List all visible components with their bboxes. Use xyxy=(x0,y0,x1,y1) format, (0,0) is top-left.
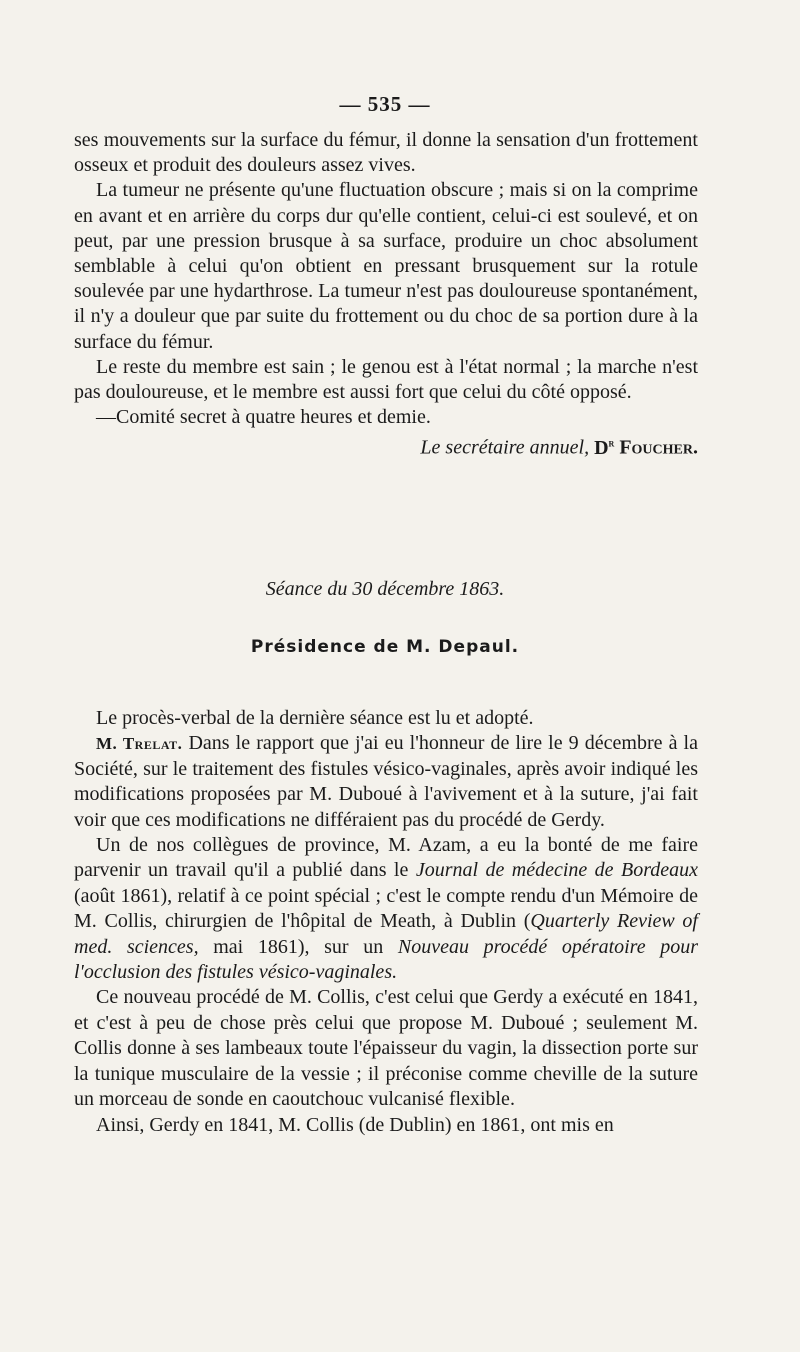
text-block-bottom xyxy=(74,706,698,1138)
speaker-name: M. Trelat. xyxy=(96,734,183,754)
signature xyxy=(74,430,698,461)
paragraph: La tumeur ne présente qu'une fluctuation obscure ; mais si on la comprime en avant et en arrière du corps dur qu'elle contient, celui-ci est soulevé, et on peut, par une pression brusque à sa surface, produire un choc absolument semblable à celui qu'on obtient en pressant brusquement sur la rotule soulevée par une hydarthrose. La tumeur n'est pas douloureuse spontanément, il n'y a douleur que par suite du frottement ou du choc de sa portion dure à la surface du fémur. xyxy=(74,179,698,353)
paragraph: Ce nouveau procédé de M. Collis, c'est celui que Gerdy a exécuté en 1841, et c'est à peu de chose près celui que propose M. Duboué ; seulement M. Collis donne à ses lambeaux toute l'épaisseur du vagin, la dissection porte sur la tunique musculaire de la vessie ; il préconise comme cheville de la suture un morceau de sonde en caoutchouc vulcanisé flexible. xyxy=(74,986,698,1111)
article-title: Nouveau procédé opératoire pour l'occlusion des fistules vésico-vaginales. xyxy=(74,935,699,984)
paragraph: Le reste du membre est sain ; le genou est à l'état normal ; la marche n'est pas douloureuse, et le membre est aussi fort que celui du côté opposé. xyxy=(74,355,698,404)
paragraph: Un de nos collègues de province, M. Azam, a eu la bonté de me faire parvenir un travail qu'il a publié dans le Journal de médecine de Bordeaux (août 1861), relatif à ce point spécial ; c'est le compte rendu d'un Mémoire de M. Collis, chirurgien de l'hôpital de Meath, à Dublin (Quarterly Review of med. sciences, mai 1861), sur un Nouveau procédé opératoire pour l'occlusion des fistules vésico-vaginales. xyxy=(74,834,699,984)
paragraph: M. Trelat. Dans le rapport que j'ai eu l'honneur de lire le 9 décembre à la Société, sur le traitement des fistules vésico-vaginales, après avoir indiqué les modifications proposées par M. Duboué à l'avivement et à la suture, j'ai fait voir que ces modifications ne différaient pas du procédé de Gerdy. xyxy=(74,732,698,831)
journal-title: Journal de médecine de Bordeaux xyxy=(415,859,699,882)
presidency-heading: Présidence de M. Depaul. xyxy=(250,637,520,657)
journal-title: Quarterly Review of med. sciences, xyxy=(74,910,698,958)
session-heading: Séance du 30 décembre 1863. xyxy=(265,578,505,600)
paragraph: —Comité secret à quatre heures et demie. xyxy=(96,406,431,429)
paragraph: Le procès-verbal de la dernière séance est lu et adopté. xyxy=(96,707,534,729)
signature-title: $D^r$ xyxy=(594,435,615,460)
signature-role: Le secrétaire annuel, xyxy=(420,437,590,460)
paragraph: Ainsi, Gerdy en 1841, M. Collis (de Dublin) en 1861, ont mis en xyxy=(96,1113,614,1136)
page-number: — 535 — xyxy=(339,92,431,116)
text-block-top xyxy=(74,128,698,461)
paragraph: ses mouvements sur la surface du fémur, il donne la sensation d'un frottement osseux et produit des douleurs assez vives. xyxy=(74,129,698,177)
signature-name: Foucher. xyxy=(619,437,698,460)
